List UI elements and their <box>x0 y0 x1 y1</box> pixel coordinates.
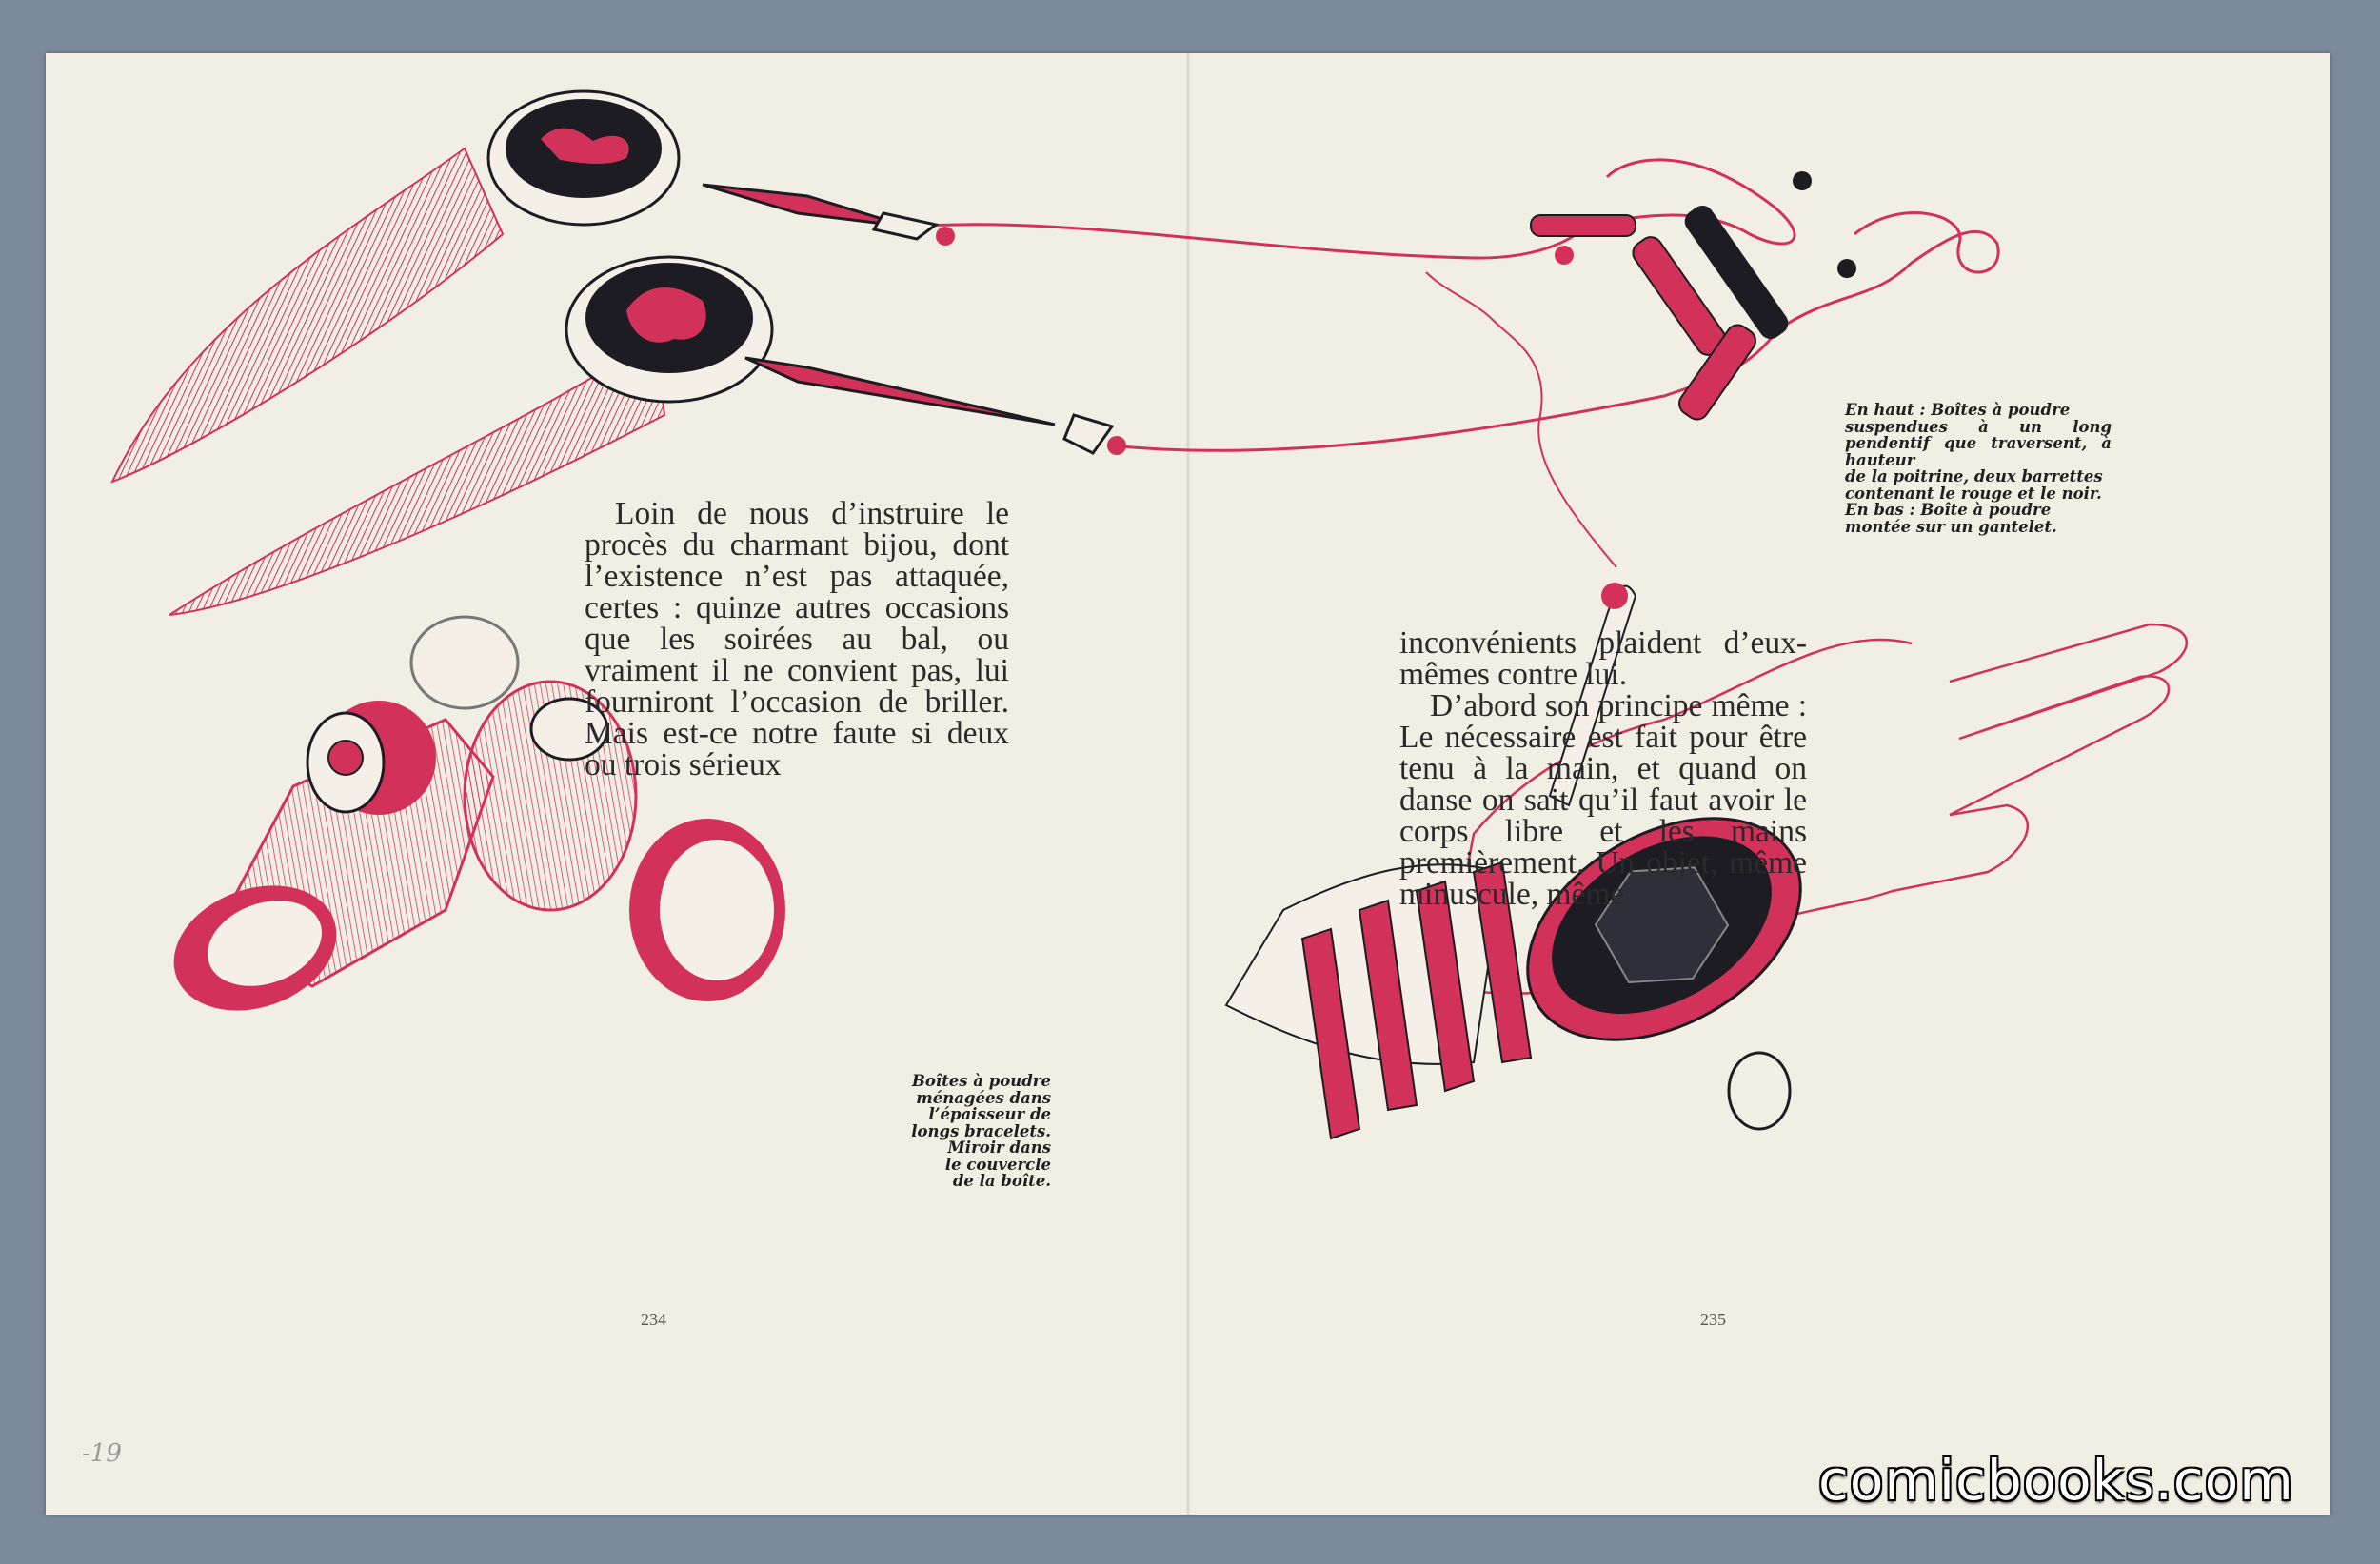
caption-top-right: En haut : Boîtes à poudre suspendues à un long pendentif que traversent, à hauteur de la poitrine, deux barrettes contenant le rouge et le noir. En bas : Boîte à poudre montée sur un gantelet. <box>1845 401 2112 536</box>
left-page-number: 234 <box>641 1310 666 1329</box>
watermark: comicbooks.com <box>1818 1448 2294 1513</box>
right-paragraph-2: D’abord son principe même : Le nécessaire est fait pour être tenu à la main, et quand on danse on sait qu’il faut avoir le corps libre et les mains premièrement. Un objet, même minuscule, même <box>1399 688 1807 912</box>
necklace-illustration <box>112 91 1998 615</box>
right-paragraph-1: inconvénients plaident d’eux-mêmes contre lui. <box>1399 625 1807 692</box>
illustrations <box>46 53 2330 1515</box>
left-column-text <box>585 498 1009 781</box>
right-page-number: 235 <box>1700 1310 1726 1329</box>
right-column-text <box>1399 627 1807 910</box>
caption-bottom-left: Boîtes à poudre ménagées dans l’épaisseur de longs bracelets. Miroir dans le couvercle de la boîte. <box>911 1072 1051 1190</box>
left-paragraph: Loin de nous d’instruire le procès du charmant bijou, dont l’existence n’est pas attaquée, certes : quinze autres occasions que les soirées au bal, ou vraiment il ne convient pas, lui fourniront l’occasion de briller. Mais est-ce notre faute si deux ou trois sérieux <box>585 496 1009 782</box>
magazine-spread <box>46 53 2330 1515</box>
pencil-mark: -19 <box>82 1439 122 1468</box>
